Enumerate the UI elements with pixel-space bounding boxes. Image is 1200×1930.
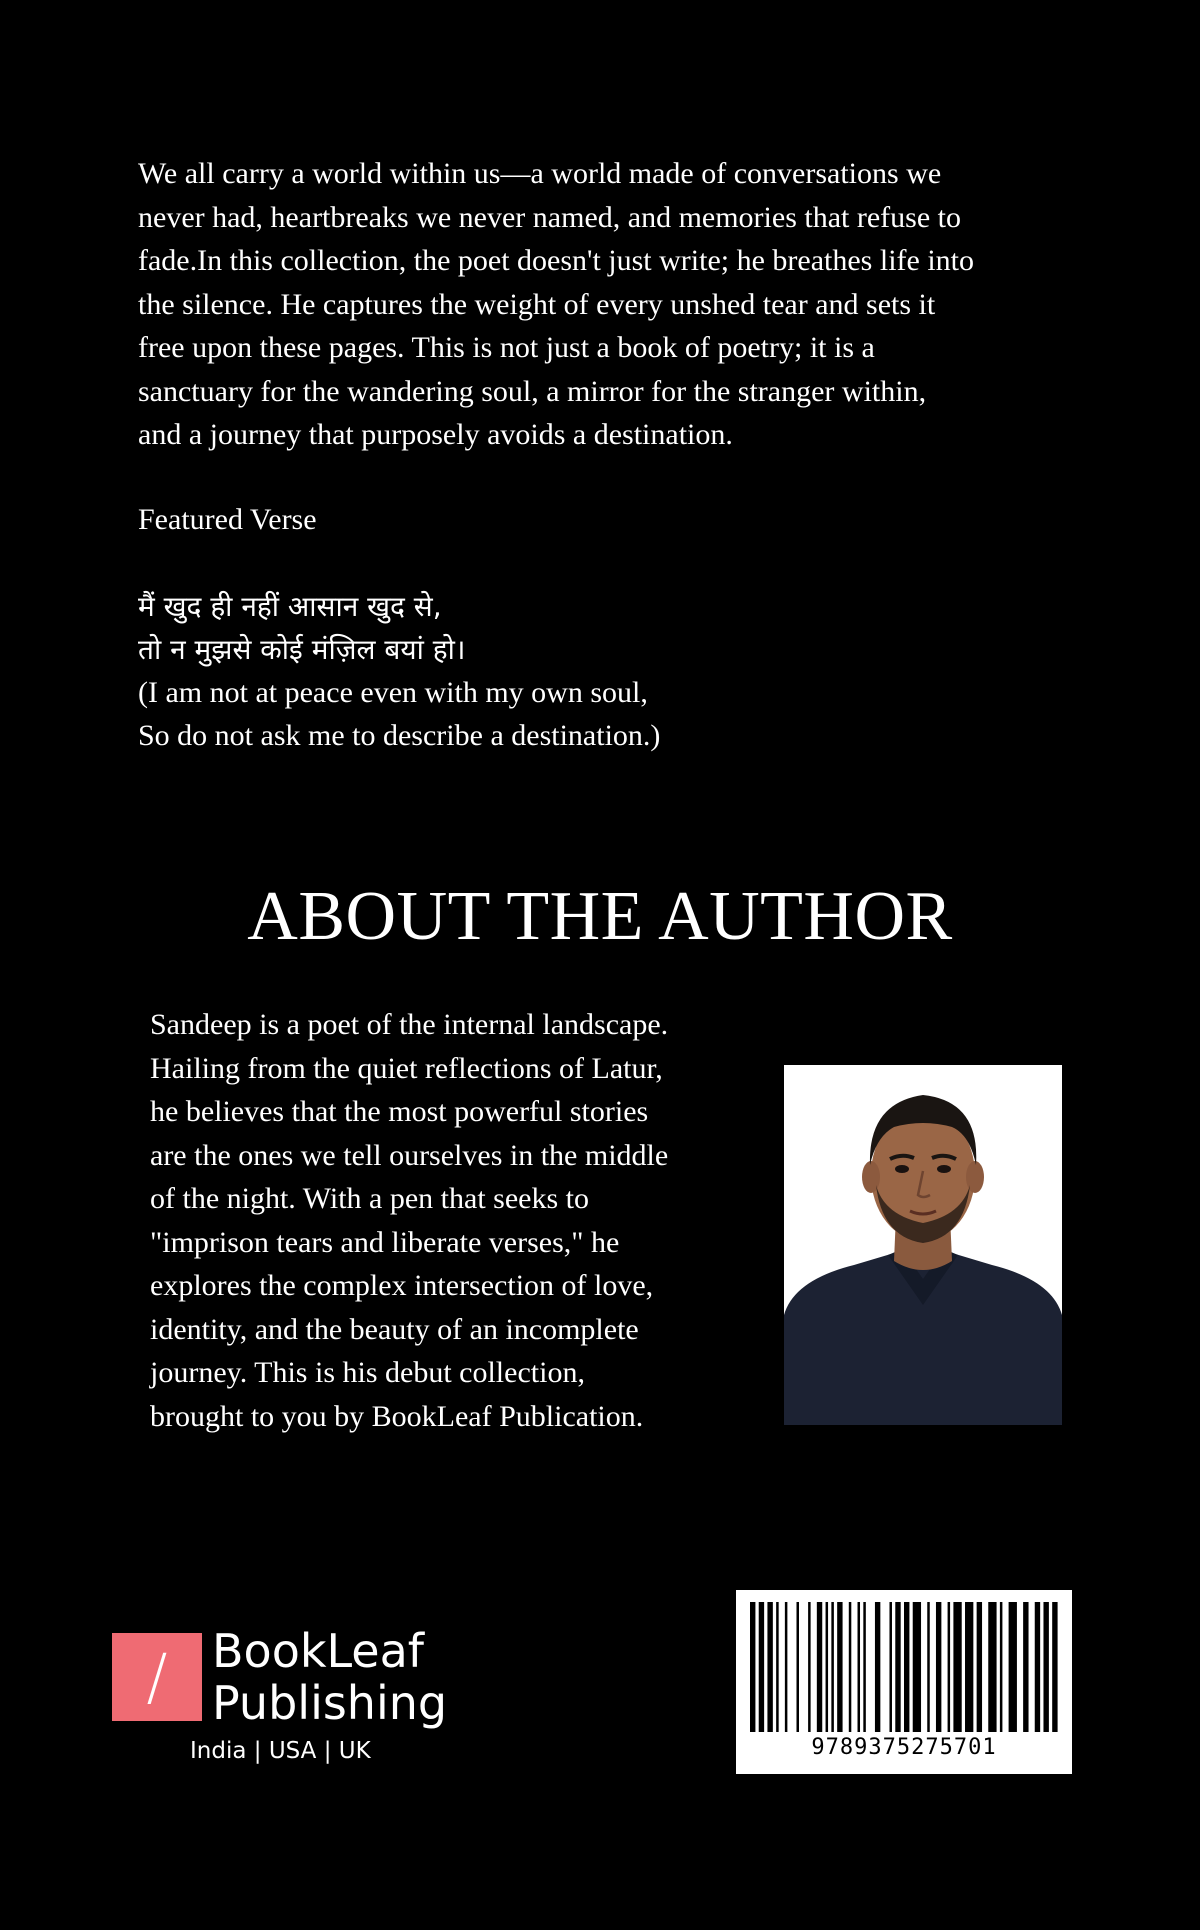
blurb-line: and a journey that purposely avoids a destination. xyxy=(138,418,733,451)
barcode-bar xyxy=(965,1602,973,1732)
verse-line-hindi: मैं खुद ही नहीं आसान खुद से, xyxy=(138,590,442,623)
isbn-barcode xyxy=(736,1590,1072,1774)
blurb-line: fade.In this collection, the poet doesn't just write; he breathes life into xyxy=(138,244,975,277)
barcode-bar xyxy=(1035,1602,1040,1732)
barcode-bar xyxy=(913,1602,921,1732)
barcode-bar xyxy=(977,1602,982,1732)
publisher-logo-mark xyxy=(112,1633,202,1721)
bio-line: identity, and the beauty of an incomplete xyxy=(150,1312,639,1346)
barcode-bar xyxy=(948,1602,951,1732)
barcode-bar xyxy=(785,1602,788,1732)
bio-line: of the night. With a pen that seeks to xyxy=(150,1182,589,1215)
barcode-bar xyxy=(776,1602,779,1732)
barcode-bar xyxy=(837,1602,842,1732)
blurb-line: the silence. He captures the weight of every unshed tear and sets it xyxy=(138,287,936,321)
barcode-bar xyxy=(1000,1602,1003,1732)
barcode-bar xyxy=(889,1602,892,1732)
featured-verse-label: Featured Verse xyxy=(138,503,317,536)
barcode-bar xyxy=(927,1602,930,1732)
barcode-bar xyxy=(1023,1602,1028,1732)
barcode-bar xyxy=(936,1602,941,1732)
featured-verse xyxy=(138,585,938,757)
barcode-bars xyxy=(750,1602,1058,1732)
publisher-name-line1: BookLeaf xyxy=(212,1624,424,1678)
blurb-line: free upon these pages. This is not just a book of poetry; it is a xyxy=(138,331,875,364)
barcode-bar xyxy=(895,1602,900,1732)
barcode-bar xyxy=(808,1602,811,1732)
bio-line: explores the complex intersection of love, xyxy=(150,1269,654,1302)
isbn-number: 9789375275701 xyxy=(811,1735,997,1760)
barcode-bar xyxy=(858,1602,861,1732)
bio-line: brought to you by BookLeaf Publication. xyxy=(150,1399,644,1433)
author-photo xyxy=(784,1065,1062,1425)
barcode-bar xyxy=(875,1602,880,1732)
blurb-line: sanctuary for the wandering soul, a mirror for the stranger within, xyxy=(138,374,927,408)
verse-line-translation: So do not ask me to describe a destination.) xyxy=(138,719,661,752)
author-bio xyxy=(150,1003,750,1438)
bio-line: "imprison tears and liberate verses," he xyxy=(150,1225,620,1259)
barcode-bar xyxy=(759,1602,764,1732)
bio-line: he believes that the most powerful stories xyxy=(150,1095,649,1128)
barcode-bar xyxy=(1043,1602,1048,1732)
barcode-bar xyxy=(796,1602,799,1732)
barcode-bar xyxy=(750,1602,755,1732)
barcode-bar xyxy=(953,1602,961,1732)
publisher-logo-text xyxy=(212,1625,447,1729)
verse-line-translation: (I am not at peace even with my own soul, xyxy=(138,676,648,709)
barcode-bar xyxy=(826,1602,829,1732)
verse-line-hindi: तो न मुझसे कोई मंज़िल बयां हो। xyxy=(138,633,466,666)
author-portrait-illustration xyxy=(784,1065,1062,1425)
barcode-bar xyxy=(988,1602,996,1732)
blurb-line: never had, heartbreaks we never named, and memories that refuse to xyxy=(138,200,961,234)
barcode-bar xyxy=(863,1602,866,1732)
barcode-bar xyxy=(1052,1602,1057,1732)
barcode-bar xyxy=(817,1602,822,1732)
barcode-bar xyxy=(767,1602,772,1732)
slash-icon: / xyxy=(146,1640,168,1713)
bio-line: Sandeep is a poet of the internal landscape. xyxy=(150,1008,669,1041)
about-author-heading: ABOUT THE AUTHOR xyxy=(247,878,953,955)
bio-line: Hailing from the quiet reflections of Latur, xyxy=(150,1051,663,1085)
bio-line: are the ones we tell ourselves in the middle xyxy=(150,1138,669,1172)
book-blurb xyxy=(138,152,1078,457)
bio-line: journey. This is his debut collection, xyxy=(150,1356,585,1389)
barcode-bar xyxy=(831,1602,834,1732)
publisher-name-line2: Publishing xyxy=(212,1676,448,1730)
publisher-regions: India | USA | UK xyxy=(190,1738,371,1764)
barcode-bar xyxy=(849,1602,852,1732)
blurb-line: We all carry a world within us—a world made of conversations we xyxy=(138,157,942,190)
barcode-bar xyxy=(1009,1602,1017,1732)
barcode-bar xyxy=(904,1602,909,1732)
